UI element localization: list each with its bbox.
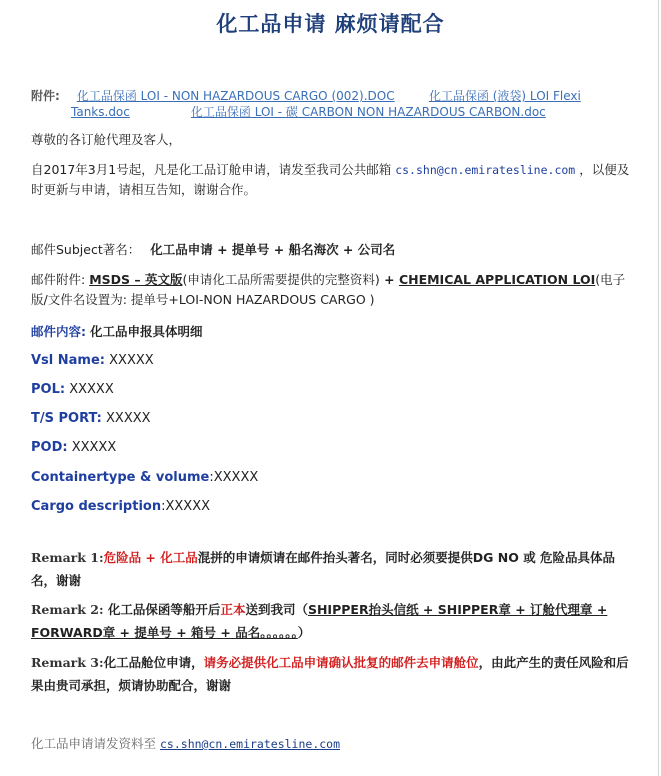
field-key: Vsl Name:: [31, 353, 105, 368]
intro-email[interactable]: cs.shn@cn.emiratesline.com: [395, 163, 576, 177]
subject-line: [31, 240, 631, 260]
remark-label: Remark 3:: [31, 655, 104, 670]
field-value: :XXXXX: [209, 470, 259, 485]
content-line: [31, 322, 631, 342]
field-container-type: [31, 468, 631, 488]
field-vsl-name: [31, 351, 631, 371]
attachments-label: 附件:: [31, 89, 60, 103]
mail-attach-label: 邮件附件:: [31, 272, 86, 287]
field-key: POL:: [31, 382, 66, 397]
intro-before: 自2017年3月1号起，凡是化工品订舱申请，请发至我司公共邮箱: [31, 162, 392, 177]
content-value: 化工品申报具体明细: [89, 324, 203, 339]
remark-items: SHIPPER抬头信纸 + SHIPPER章 + 订舱代理章 + FORWARD章 + 提单号 + 箱号 + 品名。。。。。。: [31, 602, 608, 640]
field-value: XXXXX: [67, 440, 117, 455]
attachment-link-loi-non-hazardous[interactable]: 化工品保函 LOI - NON HAZARDOUS CARGO (002).DOC: [76, 89, 395, 103]
attachment-link-loi-flexi-cont[interactable]: Tanks.doc: [71, 105, 130, 119]
remark-red: 正本: [220, 602, 246, 617]
remark-1: [31, 546, 631, 592]
remark-red: 危险品 + 化工品: [103, 550, 198, 565]
attachment-link-loi-carbon[interactable]: 化工品保函 LOI - 碳 CARBON NON HAZARDOUS CARBON.doc: [190, 105, 546, 119]
loi-item: CHEMICAL APPLICATION LOI: [398, 272, 596, 287]
content-label: 邮件内容:: [31, 324, 86, 339]
field-key: T/S PORT:: [31, 411, 102, 426]
page-title: 化工品申请 麻烦请配合: [216, 11, 445, 36]
field-value: :XXXXX: [161, 499, 211, 514]
remark-text-mid: 送到我司（: [245, 602, 308, 617]
remark-label: Remark 1:: [31, 550, 104, 565]
field-value: XXXXX: [101, 411, 151, 426]
attachment-link-loi-flexi[interactable]: 化工品保函 (液袋) LOI Flexi: [428, 89, 581, 103]
field-ts-port: [31, 409, 631, 429]
msds-note: (申请化工品所需要提供的完整资料): [182, 272, 380, 287]
field-key: Containertype & volume: [31, 470, 210, 485]
remark-2: [31, 598, 631, 644]
remark-text: 化工品舱位申请，: [103, 655, 204, 670]
remark-label: Remark 2:: [31, 602, 104, 617]
attachments-block: [31, 88, 631, 120]
msds-item: MSDS – 英文版: [89, 272, 183, 287]
field-key: POD:: [31, 440, 68, 455]
remark-3: [31, 651, 631, 697]
field-pod: [31, 438, 631, 458]
remark-text-after: ，由此产生的责任风险和后果由贵司承担，烦请协助配合，谢谢: [31, 655, 629, 693]
remark-text: 化工品保函等船开后: [103, 602, 221, 617]
subject-label: 邮件Subject著名：: [31, 242, 141, 257]
intro-after: ，以便及时更新与申请，请相互告知，谢谢合作。: [31, 162, 630, 197]
remark-text: 混拼的申请烦请在邮件抬头著名，同时必须要提供DG NO 或 危险品具体品名，谢谢: [31, 550, 616, 588]
field-pol: [31, 380, 631, 400]
remark-end: ）: [297, 625, 311, 640]
footer-email[interactable]: cs.shn@cn.emiratesline.com: [160, 737, 341, 751]
loi-note: (电子版/文件名设置为: 提单号+LOI-NON HAZARDOUS CARGO ): [31, 272, 626, 307]
field-key: Cargo description: [31, 499, 162, 514]
field-value: XXXXX: [105, 353, 154, 368]
mail-attach-line: [31, 270, 631, 310]
footer-text: 化工品申请请发资料至: [31, 736, 157, 751]
remark-red: 请务必提供化工品申请确认批复的邮件去申请舱位: [203, 655, 479, 670]
field-cargo-description: [31, 497, 631, 517]
page-border: [658, 0, 659, 776]
subject-value: 化工品申请 + 提单号 + 船名海次 + 公司名: [150, 242, 396, 257]
intro-paragraph: [31, 160, 631, 200]
greeting: 尊敬的各订舱代理及客人，: [31, 132, 182, 147]
footer-line: [31, 734, 631, 754]
field-value: XXXXX: [65, 382, 114, 397]
plus-sign: +: [379, 272, 399, 287]
